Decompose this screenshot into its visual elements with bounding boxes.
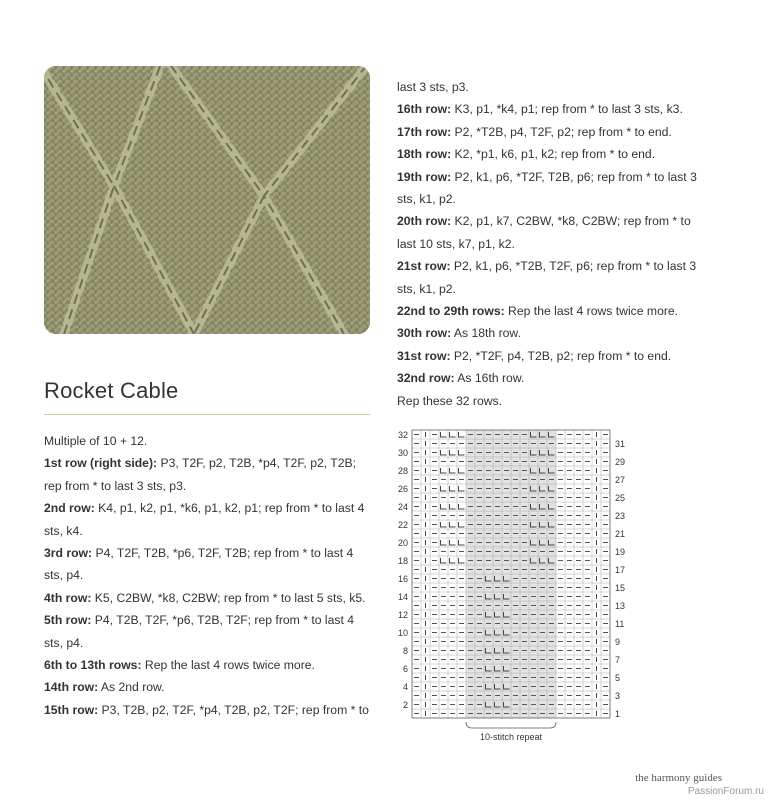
title-divider (44, 414, 370, 415)
row-instruction: K2, *p1, k6, p1, k2; rep from * to end. (451, 147, 656, 162)
row-label: 20th row: (397, 214, 452, 229)
watermark: PassionForum.ru (687, 786, 764, 797)
row-instruction: last 3 sts, p3. (397, 80, 469, 94)
odd-row-label: 5 (615, 673, 621, 683)
row-label: 14th row: (44, 680, 99, 695)
row-label: 15th row: (44, 702, 99, 717)
odd-row-label: 13 (615, 601, 626, 611)
cable-symbol (450, 522, 456, 527)
even-row-label: 20 (397, 538, 408, 548)
row-instruction: K5, C2BW, *k8, C2BW; rep from * to last 5 sts, k5. (91, 590, 366, 605)
knitted-swatch-photo (44, 66, 370, 334)
instruction-paragraph (397, 255, 713, 300)
odd-row-label: 27 (615, 475, 626, 485)
even-row-label: 4 (402, 682, 408, 692)
odd-row-label: 15 (615, 583, 626, 593)
instruction-paragraph (44, 430, 370, 452)
row-instruction: As 16th row. (454, 371, 525, 386)
instruction-paragraph (397, 345, 713, 367)
instruction-paragraph (44, 654, 370, 676)
row-instruction: P4, T2F, T2B, *p6, T2F, T2B; rep from * to last 4 sts, p4. (44, 546, 354, 583)
even-row-label: 28 (397, 466, 408, 476)
cable-symbol (450, 504, 456, 509)
odd-row-label: 9 (615, 637, 621, 647)
cable-symbol (450, 432, 456, 437)
odd-row-label: 7 (615, 655, 621, 665)
odd-row-label: 21 (615, 529, 626, 539)
cable-symbol (459, 504, 465, 509)
row-label: 32nd row: (397, 371, 455, 386)
row-label: 18th row: (397, 147, 452, 162)
even-row-label: 16 (397, 574, 408, 584)
odd-row-label: 29 (615, 457, 626, 467)
instructions-right-column (397, 76, 713, 412)
cable-symbol (459, 432, 465, 437)
odd-row-label: 25 (615, 493, 626, 503)
row-label: 6th to 13th rows: (44, 658, 142, 673)
cable-symbol (441, 432, 447, 437)
cable-symbol (459, 486, 465, 491)
even-row-label: 6 (402, 664, 408, 674)
even-row-label: 12 (397, 610, 408, 620)
row-label: 4th row: (44, 590, 92, 605)
row-label: 30th row: (397, 326, 452, 341)
even-row-label: 14 (397, 592, 408, 602)
even-row-label: 22 (397, 520, 408, 530)
instruction-paragraph (397, 121, 713, 143)
row-label: 2nd row: (44, 501, 95, 516)
instruction-paragraph (44, 452, 370, 497)
row-instruction: P3, T2B, p2, T2F, *p4, T2B, p2, T2F; rep from * to (98, 702, 369, 717)
cable-symbol (441, 468, 447, 473)
row-instruction: As 2nd row. (98, 680, 165, 695)
odd-row-label: 3 (615, 691, 621, 701)
cable-symbol (441, 522, 447, 527)
even-row-label: 24 (397, 502, 408, 512)
row-instruction: K2, p1, k7, C2BW, *k8, C2BW; rep from * to last 10 sts, k7, p1, k2. (397, 214, 691, 251)
row-label: 5th row: (44, 613, 92, 628)
row-label: 21st row: (397, 259, 451, 274)
cable-symbol (459, 540, 465, 545)
row-label: 17th row: (397, 124, 452, 139)
cable-symbol (459, 522, 465, 527)
instruction-paragraph (397, 143, 713, 165)
instruction-paragraph (397, 300, 713, 322)
row-instruction: Multiple of 10 + 12. (44, 434, 148, 448)
odd-row-label: 19 (615, 547, 626, 557)
row-instruction: As 18th row. (451, 326, 521, 341)
even-row-label: 10 (397, 628, 408, 638)
instruction-paragraph (44, 676, 370, 698)
instruction-paragraph (397, 210, 713, 255)
odd-row-label: 17 (615, 565, 626, 575)
cable-symbol (441, 558, 447, 563)
cable-symbol (450, 486, 456, 491)
pattern-title: Rocket Cable (44, 378, 179, 403)
row-instruction: Rep the last 4 rows twice more. (141, 658, 315, 673)
row-label: 3rd row: (44, 546, 93, 561)
odd-row-label: 11 (615, 619, 625, 629)
row-instruction: P3, T2F, p2, T2B, *p4, T2F, p2, T2B; rep from * to last 3 sts, p3. (44, 456, 357, 493)
row-instruction: P2, k1, p6, *T2B, T2F, p6; rep from * to last 3 sts, k1, p2. (397, 259, 697, 296)
row-instruction: P2, *T2F, p4, T2B, p2; rep from * to end. (450, 348, 672, 363)
row-instruction: Rep the last 4 rows twice more. (504, 304, 679, 319)
even-row-label: 32 (397, 430, 408, 440)
row-instruction: K4, p1, k2, p1, *k6, p1, k2, p1; rep from * to last 4 sts, k4. (44, 501, 365, 538)
row-instruction: K3, p1, *k4, p1; rep from * to last 3 sts, k3. (451, 102, 683, 117)
cable-symbol (459, 468, 465, 473)
row-instruction: Rep these 32 rows. (397, 393, 503, 408)
row-label: 31st row: (397, 348, 451, 363)
even-row-label: 18 (397, 556, 408, 566)
cable-symbol (459, 558, 465, 563)
repeat-label: 10-stitch repeat (479, 732, 543, 742)
instruction-paragraph (44, 542, 370, 587)
row-instruction: P2, k1, p6, *T2F, T2B, p6; rep from * to last 3 sts, k1, p2. (397, 169, 697, 207)
even-row-label: 26 (397, 484, 408, 494)
row-label: 22nd to 29th rows: (397, 304, 505, 319)
instructions-left-column (44, 430, 370, 721)
instruction-paragraph (44, 699, 370, 721)
cable-symbol (441, 504, 447, 509)
cable-symbol (441, 486, 447, 491)
cable-symbol (450, 450, 456, 455)
knitting-chart (390, 424, 640, 750)
odd-row-label: 31 (615, 439, 626, 449)
instruction-paragraph (44, 497, 370, 542)
cable-symbol (441, 450, 447, 455)
instruction-paragraph (397, 76, 713, 98)
even-row-label: 2 (402, 700, 408, 710)
cable-symbol (450, 558, 456, 563)
instruction-paragraph (397, 367, 713, 389)
instruction-paragraph (397, 98, 713, 120)
odd-row-label: 23 (615, 511, 626, 521)
row-label: 1st row (right side): (44, 456, 158, 471)
row-label: 16th row: (397, 102, 452, 117)
chart-svg (390, 424, 640, 750)
instruction-paragraph (44, 609, 370, 654)
row-instruction: P2, *T2B, p4, T2F, p2; rep from * to end. (451, 124, 672, 139)
instruction-paragraph (397, 390, 713, 412)
cable-symbol (450, 540, 456, 545)
even-row-label: 8 (402, 646, 408, 656)
even-row-label: 30 (397, 448, 408, 458)
row-label: 19th row: (397, 169, 452, 184)
cable-symbol (450, 468, 456, 473)
footer-series-name: the harmony guides (635, 772, 722, 784)
instruction-paragraph (397, 322, 713, 344)
instruction-paragraph (397, 166, 713, 211)
instruction-paragraph (44, 587, 370, 609)
row-instruction: P4, T2B, T2F, *p6, T2B, T2F; rep from * to last 4 sts, p4. (44, 613, 355, 650)
cable-symbol (459, 450, 465, 455)
odd-row-label: 1 (615, 709, 621, 719)
cable-symbol (441, 540, 447, 545)
repeat-bracket (466, 722, 556, 728)
